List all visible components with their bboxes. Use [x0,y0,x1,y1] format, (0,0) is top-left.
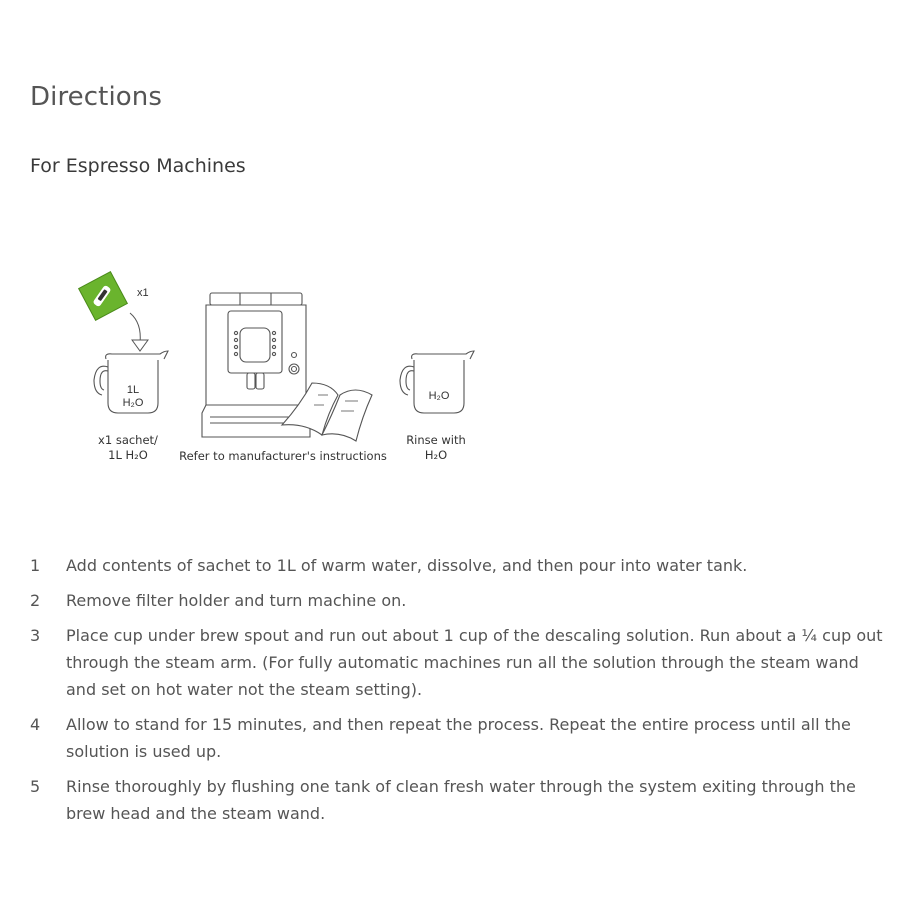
step-number: 5 [30,777,41,796]
caption-manual: Refer to manufacturer's instructions [179,449,387,463]
step-number: 4 [30,715,41,734]
caption-rinse-line2: H₂O [424,448,448,462]
step-text: Add contents of sachet to 1L of warm water, dissolve, and then pour into water tank. [66,556,748,575]
caption-rinse [394,433,478,463]
step-number: 3 [30,626,41,645]
step-number: 2 [30,591,41,610]
page-title: Directions [30,82,163,112]
step-number: 1 [30,556,41,575]
rinse-jug-icon [400,351,474,413]
step-item [30,587,892,614]
caption-sachet-line2: 1L H₂O [108,448,148,462]
jug1-water: H₂O [122,397,144,409]
steps-list [30,552,892,835]
caption-rinse-line1: Rinse with [406,433,466,447]
step-text: Rinse thoroughly by flushing one tank of clean fresh water through the system exiting through the brew head and the steam wand. [66,777,856,823]
step-item [30,773,892,827]
step-text: Allow to stand for 15 minutes, and then repeat the process. Repeat the entire process until all the solution is used up. [66,715,851,761]
step-item [30,711,892,765]
step-item [30,622,892,703]
caption-sachet-line1: x1 sachet/ [98,433,158,447]
jug2-water: H₂O [428,390,450,402]
jug1-volume: 1L [126,384,140,396]
pour-arrow-icon [130,313,140,343]
sachet-icon [79,272,128,321]
sachet-qty: x1 [137,287,149,299]
step-text: Place cup under brew spout and run out about 1 cup of the descaling solution. Run about a ¼ cup out through the steam arm. (For fully automatic machines run all the solution through the steam wand and set on hot water not the steam setting). [66,626,883,699]
caption-sachet [80,433,176,463]
step-text: Remove filter holder and turn machine on. [66,591,407,610]
section-subtitle: For Espresso Machines [30,155,246,177]
manual-icon [282,383,372,441]
step-item [30,552,892,579]
